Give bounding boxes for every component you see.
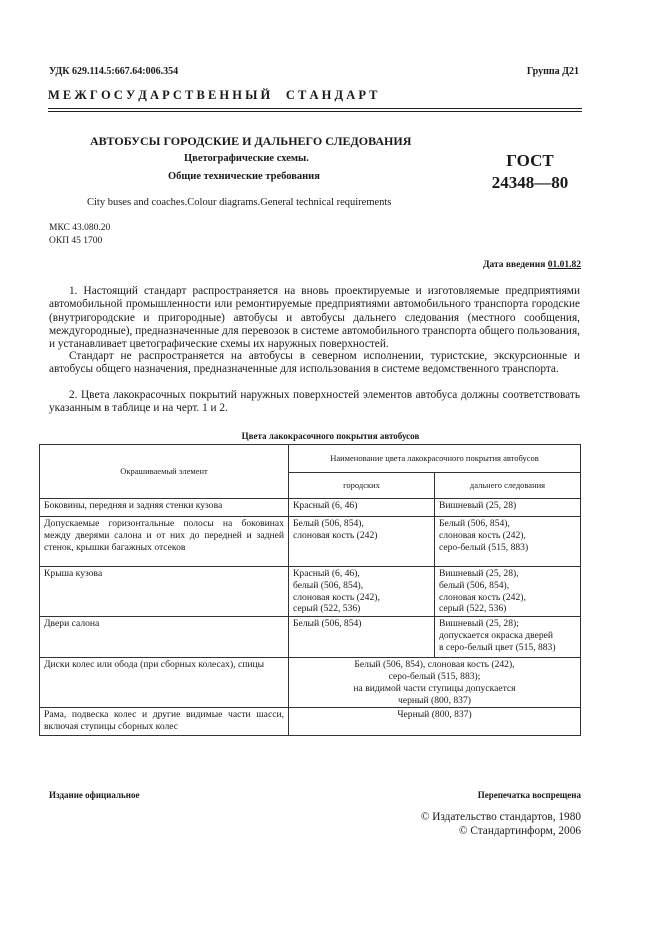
table-row	[40, 517, 581, 567]
combined-color-cell: Белый (506, 854), слоновая кость (242), серо-белый (515, 883); на видимой части ступицы допускается черный (800, 837)	[289, 658, 581, 708]
table-row	[40, 499, 581, 517]
table-caption: Цвета лакокрасочного покрытия автобусов	[241, 431, 420, 441]
copyright-2: © Стандартинформ, 2006	[458, 825, 581, 837]
header-city: городских	[289, 473, 435, 499]
long-cell: Белый (506, 854), слоновая кость (242), серо-белый (515, 883)	[435, 517, 581, 567]
effective-date	[483, 260, 581, 270]
reprint-prohibited: Перепечатка воспрещена	[477, 790, 581, 800]
long-cell: Вишневый (25, 28)	[435, 499, 581, 517]
gost-number: 24348—80	[491, 173, 569, 192]
header-rule-1	[48, 108, 582, 109]
element-cell: Двери салона	[40, 617, 289, 658]
city-cell: Белый (506, 854), слоновая кость (242)	[289, 517, 435, 567]
paragraph-3: 2. Цвета лакокрасочных покрытий наружных поверхностей элементов автобуса должны соответствовать указанным в таблице и на черт. 1 и 2.	[49, 389, 580, 415]
document-title: АВТОБУСЫ ГОРОДСКИЕ И ДАЛЬНЕГО СЛЕДОВАНИЯ	[90, 134, 412, 148]
colors-table	[39, 444, 581, 736]
document-subtitle-1: Цветографические схемы.	[184, 153, 309, 164]
mks-code: МКС 43.080.20	[49, 223, 111, 233]
header-long-distance: дальнего следования	[435, 473, 581, 499]
element-cell: Допускаемые горизонтальные полосы на боковинах между дверями салона и от них до передней и задней стенок, крышки багажных отсеков	[40, 517, 289, 567]
header-color-group: Наименование цвета лакокрасочного покрытия автобусов	[289, 445, 581, 473]
document-subtitle-2: Общие технические требования	[168, 171, 320, 182]
paragraph-2: Стандарт не распространяется на автобусы в северном исполнении, туристские, экскурсионные и автобусы общего назначения, предназначенные для использования в системе ведомственного транспорта.	[49, 350, 580, 376]
header-rule-2	[48, 111, 582, 112]
city-cell: Белый (506, 854)	[289, 617, 435, 658]
city-cell: Красный (6, 46)	[289, 499, 435, 517]
table-row	[40, 658, 581, 708]
combined-color-cell: Черный (800, 837)	[289, 708, 581, 736]
header-element: Окрашиваемый элемент	[40, 445, 289, 499]
effective-date-value: 01.01.82	[547, 260, 581, 270]
okp-code: ОКП 45 1700	[49, 236, 103, 246]
official-edition: Издание официальное	[49, 790, 140, 800]
element-cell: Диски колес или обода (при сборных колесах), спицы	[40, 658, 289, 708]
element-cell: Крыша кузова	[40, 567, 289, 617]
english-title: City buses and coaches.Colour diagrams.General technical requirements	[87, 197, 392, 208]
element-cell: Рама, подвеска колес и другие видимые части шасси, включая ступицы сборных колес	[40, 708, 289, 736]
interstate-standard-banner: М Е Ж Г О С У Д А Р С Т В Е Н Н Ы Й С Т А Н Д А Р Т	[48, 88, 378, 102]
effective-date-label: Дата введения	[482, 260, 546, 270]
table-row	[40, 567, 581, 617]
table-row	[40, 617, 581, 658]
city-cell: Красный (6, 46), белый (506, 854), слоновая кость (242), серый (522, 536)	[289, 567, 435, 617]
group-code: Группа Д21	[526, 66, 579, 77]
copyright-1: © Издательство стандартов, 1980	[420, 811, 581, 823]
gost-label: ГОСТ	[506, 151, 554, 170]
table-row	[40, 708, 581, 736]
long-cell: Вишневый (25, 28), белый (506, 854), слоновая кость (242), серый (522, 536)	[435, 567, 581, 617]
paragraph-1: 1. Настоящий стандарт распространяется на вновь проектируемые и изготовляемые предприятиями автомобильной промышленности или ремонтируемые предприятиями автомобильного транспорта городские (внутригородские и пригородные) автобусы и автобусы дальнего следования (местного сообщения, междугородные), предназначенные для перевозок в системе автомобильного транспорта общего пользования, и устанавливает цветографические схемы их наружных поверхностей.	[49, 285, 580, 351]
long-cell: Вишневый (25, 28); допускается окраска дверей в серо-белый цвет (515, 883)	[435, 617, 581, 658]
udk-code: УДК 629.114.5:667.64:006.354	[49, 66, 179, 77]
element-cell: Боковины, передняя и задняя стенки кузова	[40, 499, 289, 517]
